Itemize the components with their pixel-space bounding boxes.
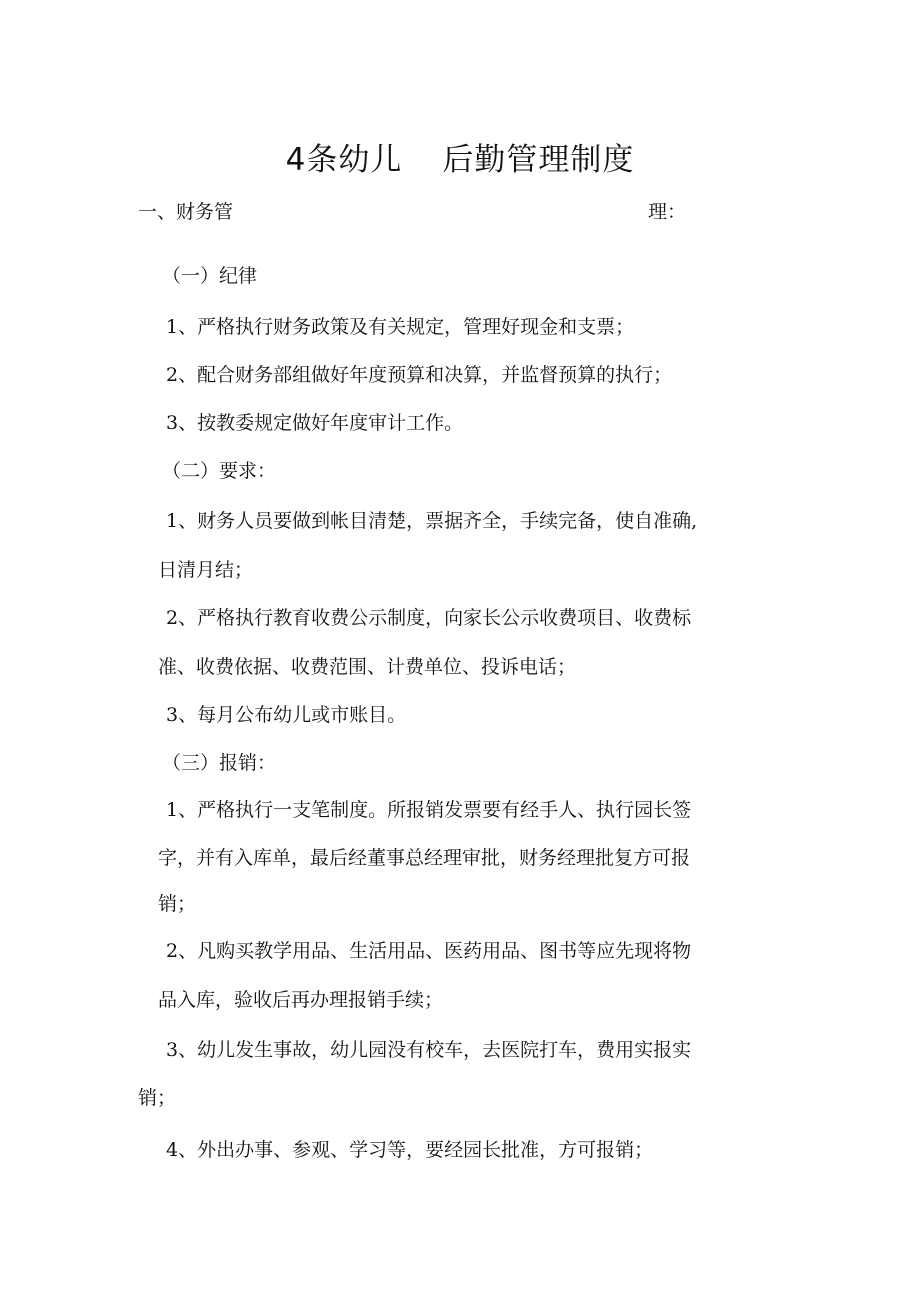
- subsection-heading-reimbursement: （三）报销：: [162, 752, 277, 774]
- subsection-heading-discipline: （一）纪律: [162, 265, 258, 287]
- paragraph-line: 1、严格执行财务政策及有关规定，管理好现金和支票；: [166, 316, 635, 338]
- paragraph-line: 4、外出办事、参观、学习等，要经园长批准，方可报销；: [166, 1139, 654, 1161]
- paragraph-line: 日清月结；: [158, 559, 254, 581]
- paragraph-line: 2、严格执行教育收费公示制度，向家长公示收费项目、收费标: [166, 607, 692, 629]
- paragraph-line: 2、配合财务部组做好年度预算和决算，并监督预算的执行；: [166, 364, 673, 386]
- paragraph-line: 准、收费依据、收费范围、计费单位、投诉电话；: [158, 656, 577, 678]
- paragraph-line: 品入库，验收后再办理报销手续；: [158, 989, 444, 1011]
- paragraph-line: 字，并有入库单，最后经董事总经理审批，财务经理批复方可报: [158, 847, 691, 869]
- section-heading-left: 一、财务管: [138, 201, 234, 223]
- title-part-1: 4条幼儿: [285, 142, 403, 178]
- paragraph-line: 3、每月公布幼儿或市账目。: [166, 704, 407, 726]
- paragraph-line: 3、幼儿发生事故，幼儿园没有校车，去医院打车，费用实报实: [166, 1039, 692, 1061]
- paragraph-line: 3、按教委规定做好年度审计工作。: [166, 412, 464, 434]
- subsection-heading-requirements: （二）要求：: [162, 460, 277, 482]
- paragraph-line: 销；: [138, 1087, 177, 1109]
- paragraph-line: 销；: [158, 893, 197, 915]
- title-part-2: 后勤管理制度: [442, 142, 635, 178]
- section-heading-right: 理：: [648, 201, 687, 223]
- paragraph-line: 1、财务人员要做到帐目清楚，票据齐全，手续完备，使自准确,: [166, 510, 698, 532]
- paragraph-line: 1、严格执行一支笔制度。所报销发票要有经手人、执行园长签: [166, 799, 692, 821]
- paragraph-line: 2、凡购买教学用品、生活用品、医药用品、图书等应先现将物: [166, 940, 692, 962]
- document-title: [0, 138, 920, 182]
